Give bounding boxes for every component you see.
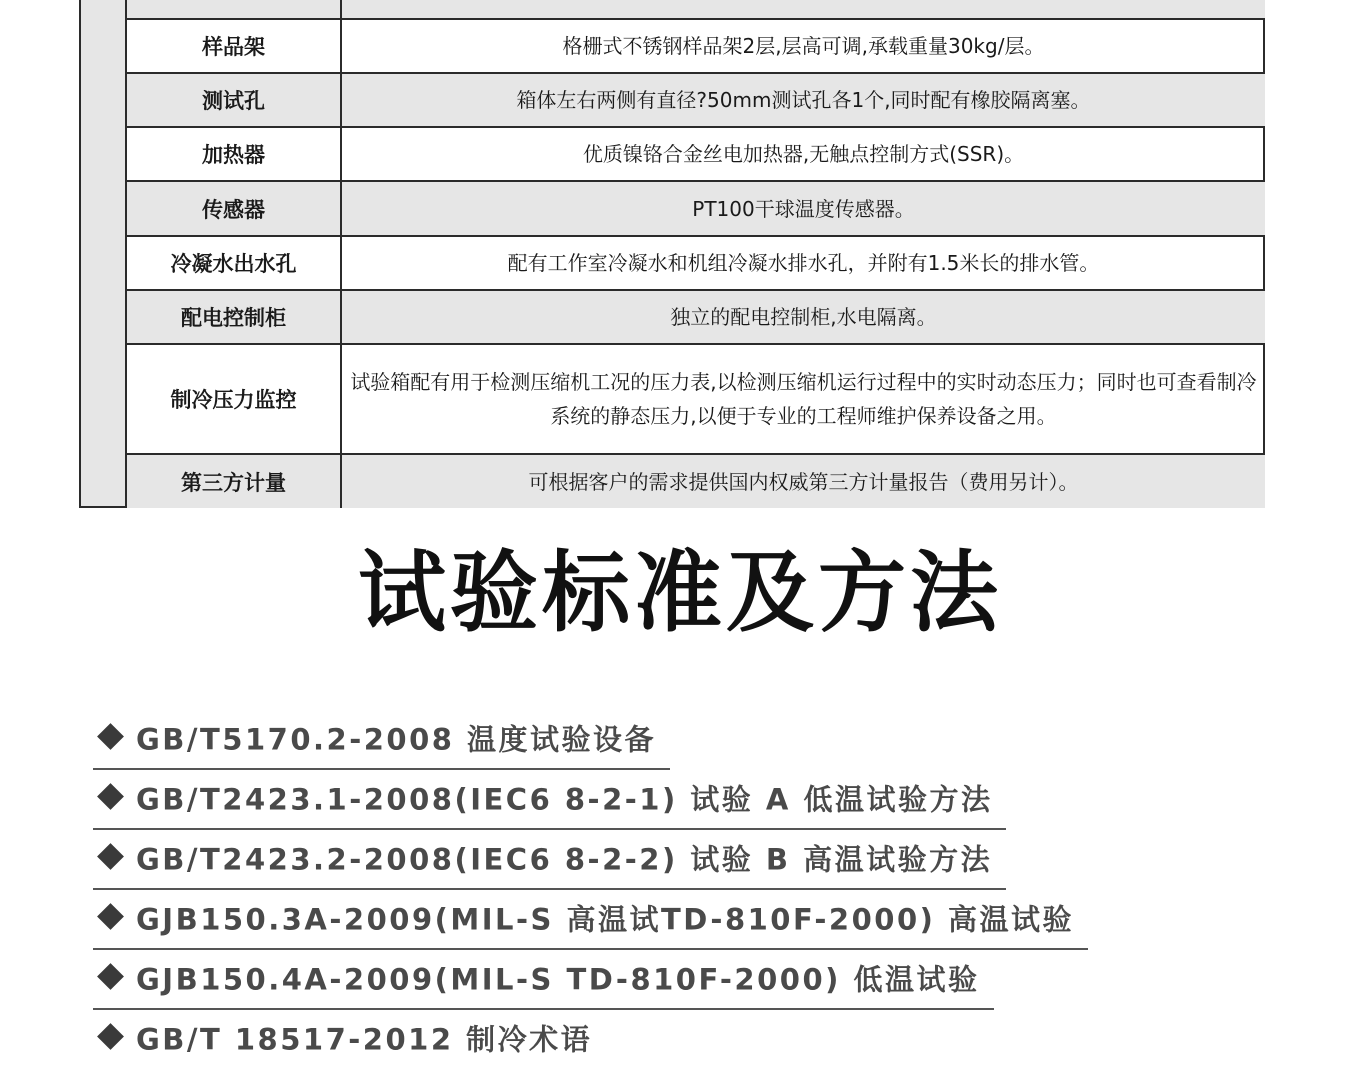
list-item (93, 892, 1088, 952)
standard-text: GB/T 18517-2012 制冷术语 (136, 1022, 593, 1057)
spec-value: PT100干球温度传感器。 (341, 181, 1265, 236)
spec-label: 冷凝水出水孔 (127, 236, 341, 290)
diamond-bullet-icon (97, 843, 124, 870)
table-row (127, 73, 1265, 127)
spec-table-wrapper (79, 0, 1265, 508)
spec-value: 独立的配电控制柜,水电隔离。 (341, 290, 1265, 344)
section-title: 试验标准及方法 (357, 541, 1002, 644)
spec-value: 可根据客户的需求提供国内权威第三方计量报告（费用另计）。 (341, 454, 1265, 508)
table-row (127, 236, 1265, 290)
standard-text: GJB150.3A-2009(MIL-S 高温试TD-810F-2000) 高温试验 (136, 902, 1074, 937)
spec-label: 配电控制柜 (127, 290, 341, 344)
spec-value: 格栅式不锈钢样品架2层,层高可调,承载重量30kg/层。 (341, 19, 1265, 73)
table-row (127, 290, 1265, 344)
table-row (127, 19, 1265, 73)
spec-label (127, 0, 341, 19)
standard-text: GB/T2423.2-2008(IEC6 8-2-2) 试验 B 高温试验方法 (136, 842, 993, 877)
table-row (127, 181, 1265, 236)
spec-label: 第三方计量 (127, 454, 341, 508)
list-item (93, 1012, 1088, 1072)
standard-text: GB/T2423.1-2008(IEC6 8-2-1) 试验 A 低温试验方法 (136, 782, 993, 817)
spec-label: 样品架 (127, 19, 341, 73)
diamond-bullet-icon (97, 903, 124, 930)
table-row (127, 127, 1265, 181)
standard-text: GB/T5170.2-2008 温度试验设备 (136, 722, 657, 757)
diamond-bullet-icon (97, 783, 124, 810)
spec-value: 试验箱配有用于检测压缩机工况的压力表,以检测压缩机运行过程中的实时动态压力；同时也可查看制冷系统的静态压力,以便于专业的工程师维护保养设备之用。 (341, 344, 1265, 454)
spec-value (341, 0, 1265, 19)
table-row (127, 0, 1265, 19)
spec-value: 配有工作室冷凝水和机组冷凝水排水孔，并附有1.5米长的排水管。 (341, 236, 1265, 290)
diamond-bullet-icon (97, 1023, 124, 1050)
spec-value: 优质镍铬合金丝电加热器,无触点控制方式(SSR)。 (341, 127, 1265, 181)
table-row (127, 344, 1265, 454)
table-row (127, 454, 1265, 508)
spec-label: 加热器 (127, 127, 341, 181)
spec-side-column (81, 0, 127, 506)
list-item (93, 712, 1088, 772)
diamond-bullet-icon (97, 963, 124, 990)
diamond-bullet-icon (97, 723, 124, 750)
list-item (93, 832, 1088, 892)
spec-value: 箱体左右两侧有直径?50mm测试孔各1个,同时配有橡胶隔离塞。 (341, 73, 1265, 127)
list-item (93, 952, 1088, 1012)
spec-table (127, 0, 1265, 508)
standards-list (93, 712, 1088, 1072)
list-item (93, 772, 1088, 832)
standard-text: GJB150.4A-2009(MIL-S TD-810F-2000) 低温试验 (136, 962, 980, 997)
spec-label: 传感器 (127, 181, 341, 236)
spec-label: 制冷压力监控 (127, 344, 341, 454)
spec-label: 测试孔 (127, 73, 341, 127)
